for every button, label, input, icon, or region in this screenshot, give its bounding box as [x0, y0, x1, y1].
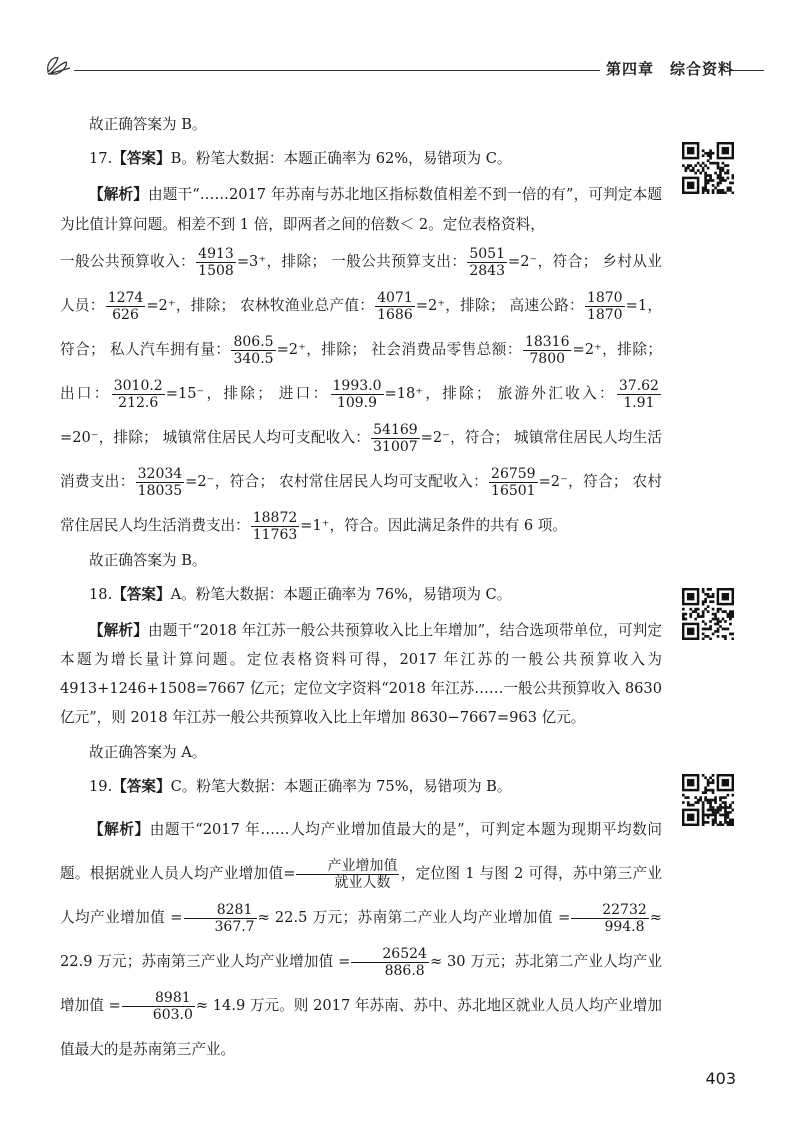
q18-number: 18.	[89, 586, 113, 603]
q18-analysis	[60, 616, 662, 732]
q17-item: 进口： $\frac{1993.0}{109.9}$ =18⁺，排除；	[278, 377, 491, 411]
q18-analysis-text: 由题干“2018 年江苏一般公共预算收入比上年增加”，结合选项带单位，可判定本题为增长量计算问题。定位表格资料可得，2017 年江苏的一般公共预算收入为 4913+1246+1508=7667 亿元；定位文字资料“2018 年江苏……一般公共预算收入 8630 亿元”，则 2018 年江苏一般公共预算收入比上年增加 8630−7667=963 亿元。	[60, 622, 662, 726]
q17-number: 17.	[89, 150, 113, 167]
fraction: $\frac{3010.2}{212.6}$	[113, 377, 163, 411]
q17-item: 社会消费品零售总额： $\frac{18316}{7800}$ =2⁺，排除；	[371, 333, 662, 367]
q19-intro: 【解析】由题干“2017 年……人均产业增加值最大的是”，可判定本题为现期平均数问题。根据就业人员人均产业增加值= $\frac{\text{产业增加值}}{\text{就业人数}}$ ，定位图 1 与图 2 可得，苏中第三产业人均产业增加值 = $\frac{8281}{367.7}$ ≈ 22.5 万元；苏南第二产业人均产业增加值 = $\frac{22732}{994.8}$ ≈ 22.9 万元；苏南第三产业人均产业增加值 = $\frac{26524}{886.8}$ ≈ 30 万元；苏北第二产业人均产业增加值 = $\frac{8981}{603.0}$ ≈ 14.9 万元。则 2017 年苏南、苏中、苏北地区就业人员人均产业增加值最大的是苏南第三产业。	[60, 821, 662, 1058]
q17-item: 一般公共预算收入： $\frac{4913}{1508}$ =3⁺，排除；	[60, 245, 327, 279]
fraction: $\frac{26759}{16501}$	[491, 465, 536, 499]
q17-item: 农村常住居民人均可支配收入： $\frac{26759}{16501}$ =2⁻，符合；	[279, 465, 628, 499]
q17-intro	[60, 180, 662, 240]
q17-item: 高速公路： $\frac{1870}{1870}$ =1，符合；	[60, 289, 662, 358]
fraction: $\frac{8981}{603.0}$	[122, 990, 195, 1023]
q17-conclusion: 因此满足条件的共有 6 项。	[387, 517, 567, 534]
q18-answer-text: A。粉笔大数据：本题正确率为 76%，易错项为 C。	[170, 586, 512, 603]
q19-analysis	[60, 808, 662, 1072]
fraction: $\frac{32034}{18035}$	[137, 465, 183, 499]
fraction: $\frac{18872}{11763}$	[252, 509, 298, 543]
chapter-title: 第四章 综合资料	[600, 58, 740, 79]
q19-number: 19.	[89, 778, 113, 795]
q17-item: 城镇常住居民人均可支配收入： $\frac{54169}{31007}$ =2⁻，符合；	[162, 421, 510, 455]
q17-items	[60, 240, 662, 548]
fraction: $\frac{4071}{1686}$	[377, 289, 413, 323]
qr-code-icon[interactable]	[682, 774, 734, 826]
fraction: $\frac{806.5}{340.5}$	[233, 333, 274, 367]
fraction: $\frac{18316}{7800}$	[524, 333, 570, 367]
answer-tag: 【答案】	[112, 586, 171, 603]
fraction: $\frac{26524}{886.8}$	[351, 946, 429, 979]
q17-answer-text: B。粉笔大数据：本题正确率为 62%，易错项为 C。	[170, 150, 512, 167]
analysis-tag: 【解析】	[89, 622, 148, 639]
page-content	[60, 112, 662, 1072]
qr-code-icon[interactable]	[682, 142, 734, 194]
fraction: $\frac{4913}{1508}$	[198, 245, 234, 279]
header-rule	[74, 70, 634, 71]
fraction: $\frac{1993.0}{109.9}$	[332, 377, 382, 411]
q17-final: 故正确答案为 B。	[89, 552, 207, 569]
analysis-tag: 【解析】	[89, 821, 150, 838]
q16-final: 故正确答案为 B。	[89, 116, 207, 133]
q17-item: 旅游外汇收入： $\frac{37.62}{1.91}$ =20⁻，排除；	[60, 377, 659, 446]
q19-answer	[60, 774, 662, 800]
fraction: $\frac{8281}{367.7}$	[184, 902, 257, 935]
page-header	[44, 52, 764, 82]
q17-item: 农村常住居民人均生活消费支出： $\frac{18872}{11763}$ =1⁺，符合。	[60, 473, 663, 543]
q17-item: 一般公共预算支出： $\frac{5051}{2843}$ =2⁻，符合；	[331, 245, 598, 279]
q17-analysis	[60, 180, 662, 548]
fraction: $\frac{\text{产业增加值}}{\text{就业人数}}$	[296, 858, 399, 891]
q19-intro-text: 由题干“2017 年……人均产业增加值最大的是”，可判定本题为现期平均数问题。根据就业人员人均产业增加值=	[60, 821, 662, 882]
answer-tag: 【答案】	[112, 150, 171, 167]
q17-item: 出口： $\frac{3010.2}{212.6}$ =15⁻，排除；	[60, 377, 272, 411]
q19-answer-text: C。粉笔大数据：本题正确率为 75%，易错项为 B。	[170, 778, 512, 795]
fraction: $\frac{54169}{31007}$	[373, 421, 418, 455]
qr-code-icon[interactable]	[682, 588, 734, 640]
analysis-tag: 【解析】	[89, 186, 149, 203]
q18-answer	[60, 582, 662, 608]
header-rule-right	[732, 70, 764, 71]
q17-item: 乡村从业人员： $\frac{1274}{626}$ =2⁺，排除；	[60, 253, 663, 323]
fraction: $\frac{1274}{626}$	[107, 289, 144, 323]
leaf-ornament-icon	[44, 52, 74, 82]
q17-answer	[60, 146, 662, 172]
q18-final: 故正确答案为 A。	[89, 744, 207, 761]
fraction: $\frac{5051}{2843}$	[469, 245, 505, 279]
q17-item: 农林牧渔业总产值： $\frac{4071}{1686}$ =2⁺，排除；	[240, 289, 505, 323]
fraction: $\frac{1870}{1870}$	[586, 289, 623, 323]
fraction: $\frac{37.62}{1.91}$	[618, 377, 659, 411]
answer-tag: 【答案】	[112, 778, 171, 795]
page-number: 403	[705, 1069, 736, 1088]
q17-item: 私人汽车拥有量： $\frac{806.5}{340.5}$ =2⁺，排除；	[109, 333, 367, 367]
fraction: $\frac{22732}{994.8}$	[571, 902, 649, 935]
q17-item: 城镇常住居民人均生活消费支出： $\frac{32034}{18035}$ =2⁻，符合；	[60, 429, 663, 499]
q17-intro-text: 由题干“……2017 年苏南与苏北地区指标数值相差不到一倍的有”，可判定本题为比值计算问题。相差不到 1 倍，即两者之间的倍数＜ 2。定位表格资料，	[60, 186, 662, 233]
